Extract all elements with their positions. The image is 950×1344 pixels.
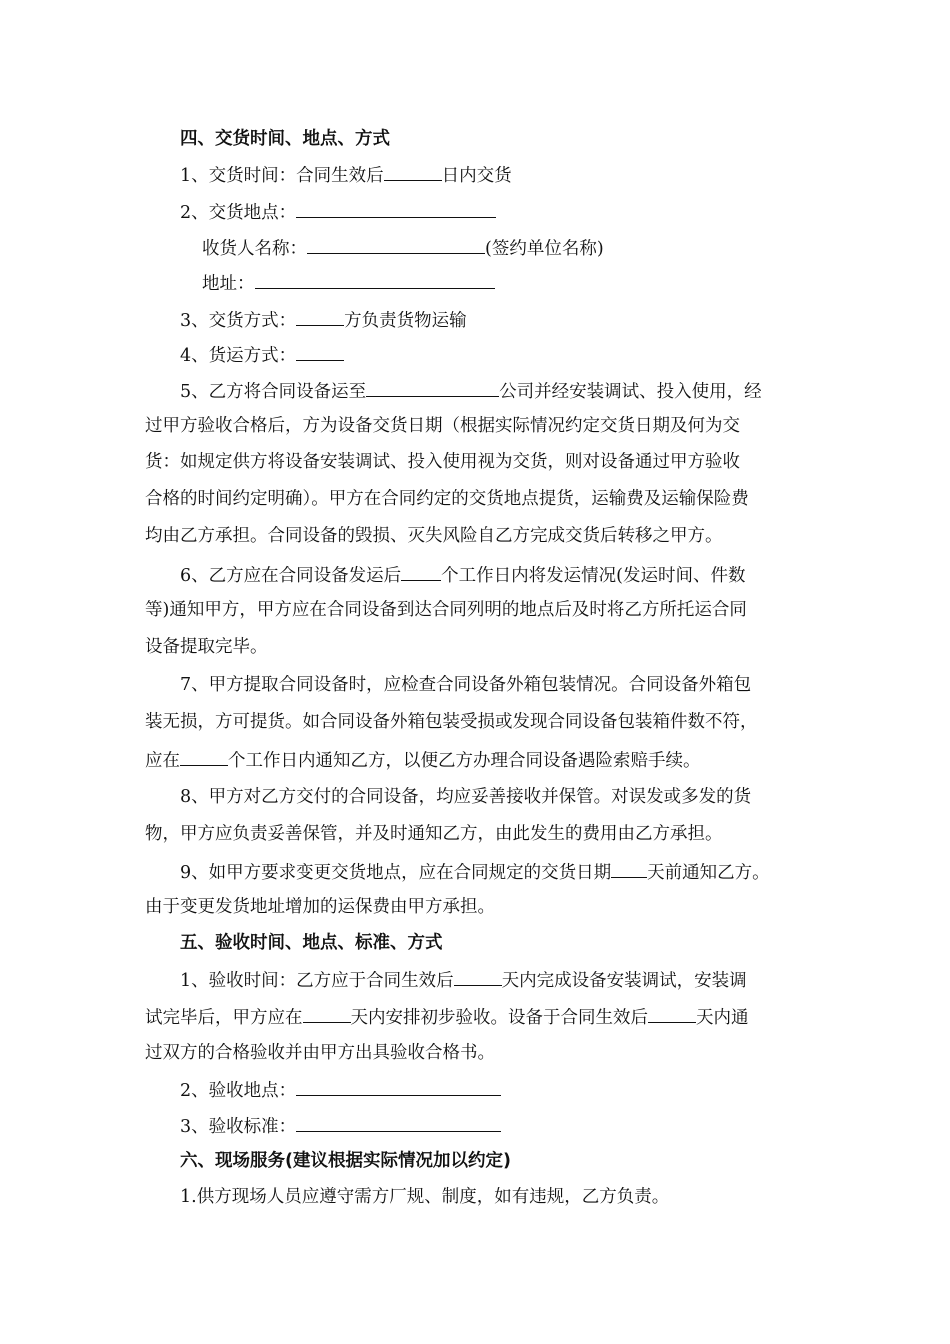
- consignee-line: 收货人名称： (签约单位名称): [202, 235, 604, 259]
- blank-field: [296, 1113, 501, 1132]
- clause-8-line-2: 物，甲方应负责妥善保管，并及时通知乙方，由此发生的费用由乙方承担。: [145, 824, 723, 844]
- clause-5-line-5: 均由乙方承担。合同设备的毁损、灭失风险自乙方完成交货后转移之甲方。: [145, 526, 723, 546]
- section-4-heading: 四、交货时间、地点、方式: [180, 129, 390, 149]
- clause-5-line-4: 合格的时间约定明确）。甲方在合同约定的交货地点提货，运输费及运输保险费: [145, 489, 749, 509]
- delivery-method-line: 3、交货方式： 方负责货物运输: [180, 307, 467, 331]
- blank-field: [307, 235, 485, 254]
- blank-field: [648, 1004, 696, 1023]
- clause-7-line-1: 7、甲方提取合同设备时，应检查合同设备外箱包装情况。合同设备外箱包: [180, 675, 752, 695]
- clause-6-line-2: 等)通知甲方，甲方应在合同设备到达合同列明的地点后及时将乙方所托运合同: [145, 600, 747, 620]
- blank-field: [255, 270, 495, 289]
- blank-field: [611, 859, 647, 878]
- acceptance-standard-line: 3、验收标准：: [180, 1113, 501, 1137]
- clause-9-line-1: 9、如甲方要求变更交货地点，应在合同规定的交货日期 天前通知乙方。: [180, 859, 770, 883]
- blank-field: [366, 378, 499, 397]
- section-5-heading: 五、验收时间、地点、标准、方式: [180, 933, 443, 953]
- clause-6-line-3: 设备提取完毕。: [145, 637, 268, 657]
- address-line: 地址：: [202, 270, 495, 294]
- clause-5-line-3: 货：如规定供方将设备安装调试、投入使用视为交货，则对设备通过甲方验收: [145, 452, 740, 472]
- blank-field: [180, 747, 228, 766]
- clause-5-line-1: 5、乙方将合同设备运至 公司并经安装调试、投入使用，经: [180, 378, 762, 402]
- site-service-line-1: 1.供方现场人员应遵守需方厂规、制度，如有违规，乙方负责。: [180, 1187, 670, 1207]
- blank-field: [303, 1004, 351, 1023]
- clause-6-line-1: 6、乙方应在合同设备发运后 个工作日内将发运情况(发运时间、件数: [180, 562, 745, 586]
- acceptance-place-line: 2、验收地点：: [180, 1077, 501, 1101]
- clause-7-line-2: 装无损，方可提货。如合同设备外箱包装受损或发现合同设备包装箱件数不符，: [145, 712, 758, 732]
- shipping-method-line: 4、货运方式：: [180, 342, 344, 366]
- acceptance-time-line-1: 1、验收时间：乙方应于合同生效后 天内完成设备安装调试，安装调: [180, 967, 747, 991]
- clause-9-line-2: 由于变更发货地址增加的运保费由甲方承担。: [145, 897, 495, 917]
- acceptance-time-line-2: 试完毕后，甲方应在 天内安排初步验收。设备于合同生效后 天内通: [145, 1004, 749, 1028]
- delivery-time-line: 1、交货时间：合同生效后 日内交货: [180, 162, 512, 186]
- clause-7-line-3: 应在 个工作日内通知乙方，以便乙方办理合同设备遇险索赔手续。: [145, 747, 701, 771]
- blank-field: [296, 342, 344, 361]
- acceptance-time-line-3: 过双方的合格验收并由甲方出具验收合格书。: [145, 1043, 495, 1063]
- clause-5-line-2: 过甲方验收合格后，方为设备交货日期（根据实际情况约定交货日期及何为交: [145, 416, 740, 436]
- blank-field: [296, 199, 496, 218]
- blank-field: [384, 162, 442, 181]
- blank-field: [296, 307, 344, 326]
- clause-8-line-1: 8、甲方对乙方交付的合同设备，均应妥善接收并保管。对误发或多发的货: [180, 787, 752, 807]
- blank-field: [401, 562, 441, 581]
- blank-field: [454, 967, 502, 986]
- section-6-heading: 六、现场服务(建议根据实际情况加以约定): [180, 1151, 511, 1171]
- blank-field: [296, 1077, 501, 1096]
- delivery-place-line: 2、交货地点：: [180, 199, 496, 223]
